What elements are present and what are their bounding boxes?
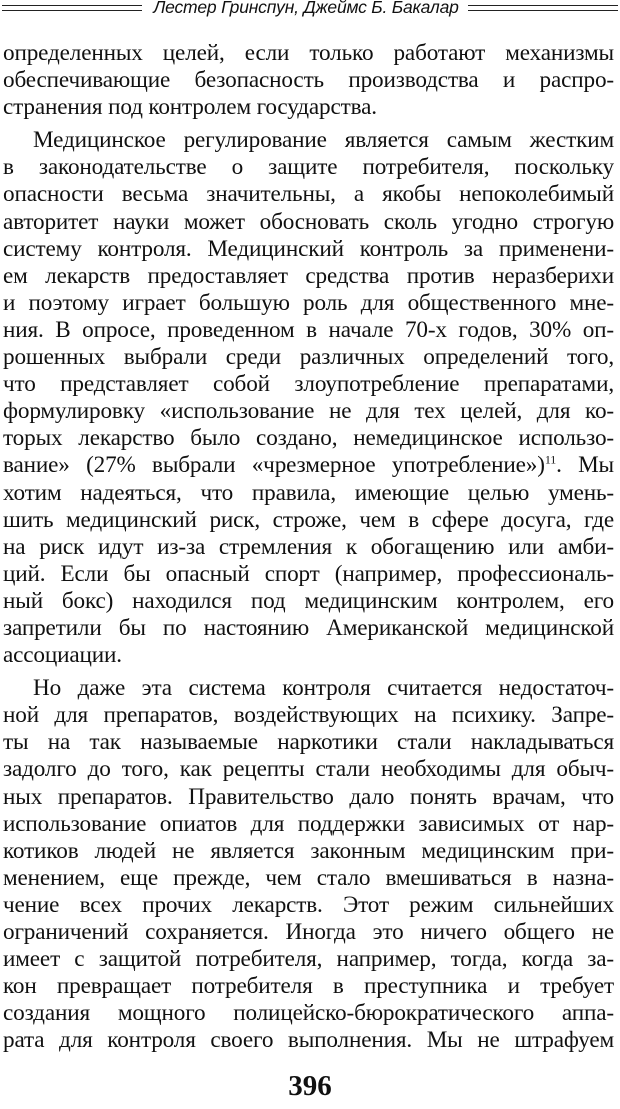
text-line: чение всех прочих лекарств. Этот режим сильнейших (3, 891, 614, 918)
text-line: Медицинское регулирование является самым жестким (33, 127, 614, 154)
text-line: хотим надеяться, что правила, имеющие целью умень- (3, 479, 614, 506)
text-line: опасности весьма значительны, а якобы непоколебимый (3, 181, 614, 208)
text-line: менением, еще прежде, чем стало вмешиваться в назна- (3, 864, 614, 891)
paragraph (3, 40, 614, 121)
footnote-marker[interactable]: 11 (544, 452, 557, 467)
text-line: шить медицинский риск, строже, чем в сфере досуга, где (3, 506, 614, 533)
paragraph (3, 127, 614, 669)
text-line: что представляет собой злоупотребление препаратами, (3, 371, 614, 398)
running-title: Лестер Гринспун, Джеймс Б. Бакалар (153, 0, 459, 17)
text-line: обеспечивающие безопасность производства и распро- (3, 67, 614, 94)
body-text (3, 40, 614, 1054)
text-line: ный бокс) находился под медицинским контролем, его (3, 587, 614, 614)
text-line: запретили бы по настоянию Американской медицинской (3, 614, 614, 641)
text-line: задолго до того, как рецепты стали необходимы для обыч- (3, 756, 614, 783)
text-line: торых лекарство было создано, немедицинское использо- (3, 425, 614, 452)
text-line: кон превращает потребителя в преступника и требует (3, 973, 614, 1000)
text-line: рошенных выбрали среди различных определений того, (3, 344, 614, 371)
running-header (0, 0, 620, 22)
text-line: ограничений сохраняется. Иногда это ничего общего не (3, 919, 614, 945)
text-line: на риск идут из-за стремления к обогащению или амби- (3, 533, 614, 560)
text-line: в законодательстве о защите потребителя, поскольку (3, 154, 614, 181)
text-line: ем лекарств предоставляет средства против неразберихи (3, 262, 614, 289)
text-line-content: вание» (27% выбрали «чрезмерное употребление») (3, 452, 545, 479)
header-rule-left (2, 5, 142, 11)
text-line: ной для препаратов, воздействующих на психику. Запре- (3, 702, 614, 729)
page-number: 396 (288, 1070, 332, 1102)
header-rule-right (468, 5, 618, 11)
text-line: ния. В опросе, проведенном в начале 70-х годов, 30% оп- (3, 316, 614, 343)
text-line: рата для контроля своего выполнения. Мы не штрафуем (3, 1027, 614, 1054)
text-line: котиков людей не является законным медицинским при- (3, 837, 614, 864)
text-line: ты на так называемые наркотики стали накладываться (3, 729, 614, 756)
text-line: и поэтому играет большую роль для общественного мне- (3, 289, 614, 316)
text-line: ных препаратов. Правительство дало понять врачам, что (3, 783, 614, 810)
text-line: использование опиатов для поддержки зависимых от нар- (3, 810, 614, 837)
paragraph (3, 675, 614, 1054)
text-line: авторитет науки может обосновать сколь угодно строгую (3, 208, 614, 235)
text-line: создания мощного полицейско-бюрократического аппа- (3, 1000, 614, 1027)
text-line: имеет с защитой потребителя, например, тогда, когда за- (3, 946, 614, 973)
text-line: систему контроля. Медицинский контроль за применени- (3, 235, 614, 262)
text-line: странения под контролем государства. (3, 94, 377, 121)
text-line: ассоциации. (3, 642, 122, 669)
text-line: ций. Если бы опасный спорт (например, профессиональ- (3, 560, 614, 587)
text-line-tail: . Мы (556, 452, 614, 479)
text-line: Но даже эта система контроля считается недостаточ- (33, 675, 614, 702)
text-line: формулировку «использование не для тех целей, для ко- (3, 398, 614, 425)
text-line (3, 452, 614, 479)
text-line: определенных целей, если только работают механизмы (3, 40, 614, 66)
